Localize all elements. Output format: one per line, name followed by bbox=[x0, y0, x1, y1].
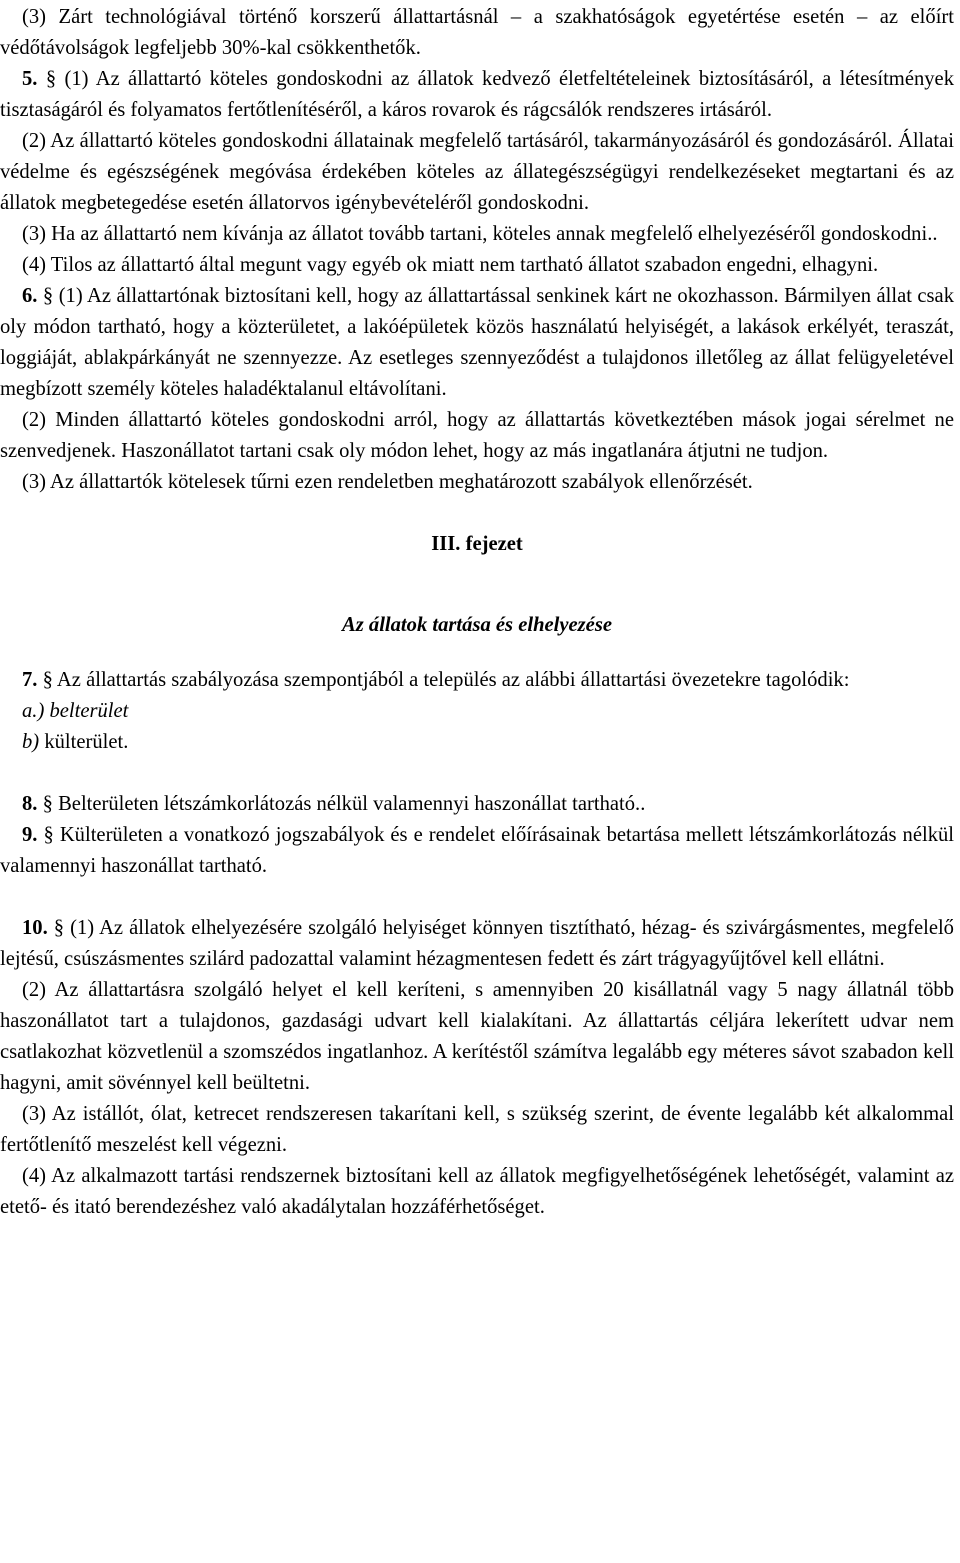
paragraph-text: (1) Az állattartó köteles gondoskodni az állatok kedvező életfeltételeinek biztosításáról, a létesítmények tisztaságáról és folyamatos fertőtlenítéséről, a káros rovarok és rágcsálók rendszeres irtásáról. bbox=[0, 68, 954, 121]
section-sign: § bbox=[53, 917, 65, 939]
section-6-paragraph-2: (2) Minden állattartó köteles gondoskodni arról, hogy az állattartás következtében mások jogai sérelmet ne szenvedjenek. Haszonállatot tartani csak oly módon lehet, hogy az más ingatlanára átjutni ne tudjon. bbox=[0, 409, 954, 462]
zone-item-label: a.) bbox=[22, 700, 45, 722]
spacer bbox=[0, 882, 954, 913]
section-number: 10. bbox=[22, 917, 48, 939]
zone-item-a bbox=[0, 696, 954, 727]
spacer bbox=[0, 560, 954, 610]
section-5-paragraph-4: (4) Tilos az állattartó által megunt vagy egyéb ok miatt nem tartható állatot szabadon engedni, elhagyni. bbox=[22, 254, 879, 276]
zone-item-b bbox=[0, 727, 954, 758]
spacer bbox=[0, 641, 954, 665]
section-number: 5. bbox=[22, 68, 38, 90]
section-10-paragraph-1 bbox=[0, 913, 954, 975]
chapter-title: III. fejezet bbox=[431, 533, 523, 555]
paragraph-text: Külterületen a vonatkozó jogszabályok és e rendelet előírásainak betartása mellett létszámkorlátozás nélkül valamennyi haszonállat tartható. bbox=[0, 824, 955, 877]
section-4-paragraph-3: (3) Zárt technológiával történő korszerű állattartásnál – a szakhatóságok egyetértése esetén – az előírt védőtávolságok legfeljebb 30%-kal csökkenthetők. bbox=[0, 6, 954, 59]
section-10-paragraph-4: (4) Az alkalmazott tartási rendszernek biztosítani kell az állatok megfigyelhetőségének lehetőségét, valamint az etető- és itató berendezéshez való akadálytalan hozzáférhetőséget. bbox=[0, 1165, 954, 1218]
paragraph-text: Belterületen létszámkorlátozás nélkül valamennyi haszonállat tartható.. bbox=[58, 793, 646, 815]
chapter-subtitle: Az állatok tartása és elhelyezése bbox=[342, 614, 612, 636]
section-6-paragraph-3: (3) Az állattartók kötelesek tűrni ezen rendeletben meghatározott szabályok ellenőrzését. bbox=[22, 471, 753, 493]
section-sign: § bbox=[42, 793, 53, 815]
paragraph-text: (1) Az állatok elhelyezésére szolgáló helyiséget könnyen tisztítható, hézag- és szivárgásmentes, megfelelő lejtésű, csúszásmentes szilárd padozattal valamint hézagmentesen fedett és zárt trágyagyűjtővel kell ellátni. bbox=[0, 917, 954, 970]
paragraph-text: (1) Az állattartónak biztosítani kell, hogy az állattartással senkinek kárt ne okozhasson. Bármilyen állat csak oly módon tartható, hogy a közterületet, a lakóépületek közös használatú helyiségét, a lakások erkélyét, teraszát, loggiáját, ablakpárkányát ne szennyezze. Az esetleges szennyeződést a tulajdonos illetőleg az állat felügyeletével megbízott személy köteles haladéktalanul eltávolítani. bbox=[0, 285, 954, 400]
section-sign: § bbox=[43, 824, 54, 846]
section-8 bbox=[0, 789, 954, 820]
section-number: 8. bbox=[22, 793, 38, 815]
section-5-paragraph-3: (3) Ha az állattartó nem kívánja az állatot tovább tartani, köteles annak megfelelő elhelyezéséről gondoskodni.. bbox=[22, 223, 938, 245]
zone-item-text: belterület bbox=[49, 700, 129, 722]
section-10-paragraph-3: (3) Az istállót, ólat, ketrecet rendszeresen takarítani kell, s szükség szerint, de évente legalább két alkalommal fertőtlenítő meszelést kell végezni. bbox=[0, 1103, 954, 1156]
section-9 bbox=[0, 820, 954, 882]
spacer bbox=[0, 758, 954, 789]
section-number: 7. bbox=[22, 669, 38, 691]
section-sign: § bbox=[42, 285, 54, 307]
zone-item-label: b) bbox=[22, 731, 40, 753]
paragraph-text: Az állattartás szabályozása szempontjából a település az alábbi állattartási övezetekre tagolódik: bbox=[56, 669, 850, 691]
section-7 bbox=[0, 665, 954, 696]
spacer bbox=[0, 498, 954, 529]
section-number: 6. bbox=[22, 285, 38, 307]
section-sign: § bbox=[42, 669, 53, 691]
section-5-paragraph-1 bbox=[0, 64, 954, 126]
zone-item-text: külterület. bbox=[44, 731, 129, 753]
section-sign: § bbox=[45, 68, 57, 90]
section-number: 9. bbox=[22, 824, 38, 846]
section-5-paragraph-2: (2) Az állattartó köteles gondoskodni állatainak megfelelő tartásáról, takarmányozásáról és gondozásáról. Állatai védelme és egészségének megóvása érdekében köteles az állategészségügyi rendelkezéseket megtartani és az állatok megbetegedése esetén állatorvos igénybevételéről gondoskodni. bbox=[0, 130, 954, 214]
section-10-paragraph-2: (2) Az állattartásra szolgáló helyet el kell keríteni, s amennyiben 20 kisállatnál vagy 5 nagy állatnál több haszonállatot tart a tulajdonos, gazdasági udvart kell kialakítani. Az állattartás céljára lekerített udvar nem csatlakozhat közvetlenül a szomszédos ingatlanhoz. A kerítéstől számítva legalább egy méteres sávot szabadon kell hagyni, amit sövénnyel kell beültetni. bbox=[0, 979, 954, 1094]
section-6-paragraph-1 bbox=[0, 281, 954, 405]
